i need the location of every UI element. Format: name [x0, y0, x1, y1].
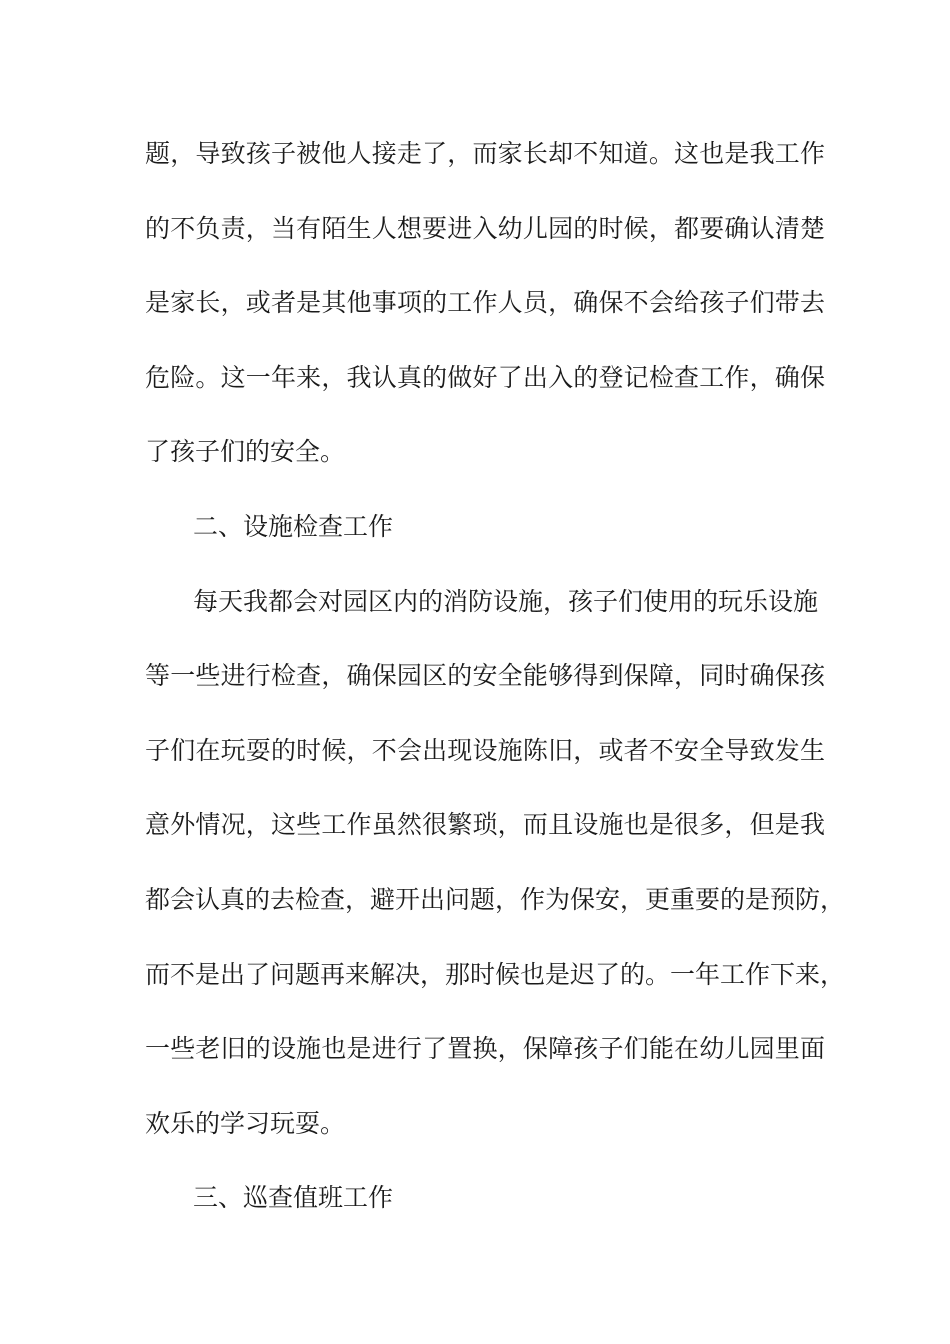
paragraph-line: 题，导致孩子被他人接走了，而家长却不知道。这也是我工作 [145, 139, 825, 168]
section-heading-facility-inspection: 二、设施检查工作 [193, 511, 394, 541]
paragraph-line: 等一些进行检查，确保园区的安全能够得到保障，同时确保孩 [145, 661, 825, 691]
paragraph-line: 是家长，或者是其他事项的工作人员，确保不会给孩子们带去 [145, 288, 825, 318]
paragraph-first-line: 每天我都会对园区内的消防设施，孩子们使用的玩乐设施 [193, 586, 819, 616]
paragraph-line: 的不负责，当有陌生人想要进入幼儿园的时候，都要确认清楚 [145, 213, 825, 243]
paragraph-line: 欢乐的学习玩耍。 [145, 1108, 346, 1138]
paragraph-line: 子们在玩耍的时候，不会出现设施陈旧，或者不安全导致发生 [145, 735, 825, 765]
paragraph-line: 了孩子们的安全。 [145, 437, 346, 467]
paragraph-line: 都会认真的去检查，避开出问题，作为保安，更重要的是预防， [145, 884, 846, 914]
paragraph-line: 一些老旧的设施也是进行了置换，保障孩子们能在幼儿园里面 [145, 1034, 825, 1064]
section-heading-patrol-duty: 三、巡查值班工作 [193, 1183, 394, 1213]
body-text [145, 125, 846, 1244]
paragraph-line: 危险。这一年来，我认真的做好了出入的登记检查工作，确保 [145, 362, 825, 392]
paragraph-line: 而不是出了问题再来解决，那时候也是迟了的。一年工作下来， [145, 959, 846, 989]
paragraph-line: 意外情况，这些工作虽然很繁琐，而且设施也是很多，但是我 [145, 810, 825, 840]
